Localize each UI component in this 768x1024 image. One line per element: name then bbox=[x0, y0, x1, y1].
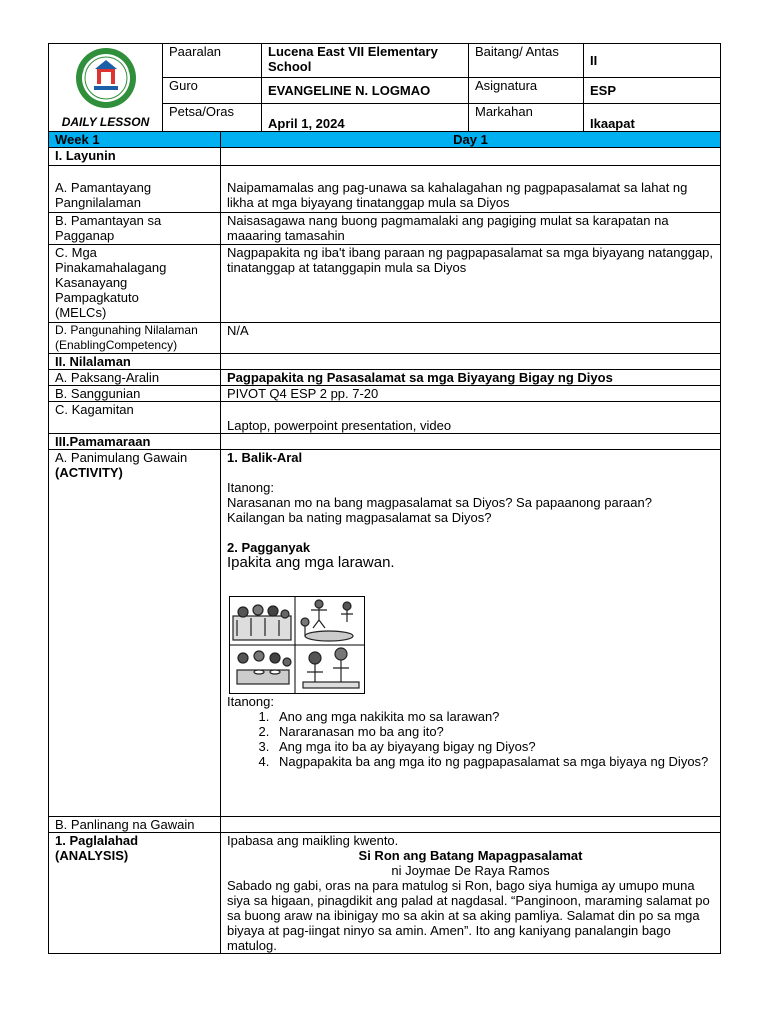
itanong-2: Itanong: bbox=[227, 694, 274, 709]
subject-value: ESP bbox=[584, 78, 721, 104]
day-label: Day 1 bbox=[221, 132, 721, 148]
sanggunian-label: B. Sanggunian bbox=[49, 386, 221, 402]
layunin-heading: I. Layunin bbox=[49, 148, 221, 166]
question-list bbox=[227, 709, 714, 769]
logo-cell bbox=[49, 44, 163, 144]
kagamitan-value: Laptop, powerpoint presentation, video bbox=[221, 402, 721, 434]
paglalahad-content bbox=[221, 833, 721, 954]
enabling-competency-value: N/A bbox=[221, 323, 721, 354]
quarter-label: Markahan bbox=[469, 104, 584, 144]
panlinang-na-gawain-label: B. Panlinang na Gawain bbox=[49, 817, 221, 833]
balik-aral-heading: 1. Balik-Aral bbox=[227, 450, 303, 465]
melcs-label bbox=[49, 245, 221, 323]
story-text: Sabado ng gabi, oras na para matulog si Ron, bago siya humiga ay umupo muna siya sa higaan, pinagdikit ang palad at nagdasal. “Panginoon, maraming salamat po sa buong araw na ibinigay mo sa akin at sa aking pamliya. Salamat din po sa mga biyaya at pag-iingat ninyo sa amin. Amen”. Ito ang kaniyang panalangin bago matulog. bbox=[227, 878, 710, 953]
enabling-competency-label: D. Pangunahing Nilalaman (EnablingCompetency) bbox=[49, 323, 221, 354]
panimulang-gawain-text: A. Panimulang Gawain bbox=[55, 450, 188, 465]
kagamitan-label: C. Kagamitan bbox=[49, 402, 221, 434]
question-1: Narasanan mo na bang magpasalamat sa Diyos? Sa papaanong paraan? bbox=[227, 495, 652, 510]
school-label: Paaralan bbox=[163, 44, 262, 78]
teacher-value: EVANGELINE N. LOGMAO bbox=[262, 78, 469, 104]
paksang-aralin-value: Pagpapakita ng Pasasalamat sa mga Biyayang Bigay ng Diyos bbox=[221, 370, 721, 386]
teacher-label: Guro bbox=[163, 78, 262, 104]
sanggunian-value: PIVOT Q4 ESP 2 pp. 7-20 bbox=[221, 386, 721, 402]
nilalaman-heading: II. Nilalaman bbox=[49, 354, 221, 370]
lesson-table bbox=[48, 131, 721, 954]
paglalahad-text: 1. Paglalahad bbox=[55, 833, 139, 848]
grade-value: II bbox=[584, 44, 721, 78]
pagganyak-heading: 2. Pagganyak bbox=[227, 540, 311, 555]
question-2: Kailangan ba nating magpasalamat sa Diyos? bbox=[227, 510, 492, 525]
subject-label: Asignatura bbox=[469, 78, 584, 104]
story-author: ni Joymae De Raya Ramos bbox=[391, 863, 550, 878]
list-item: 2. Nararanasan mo ba ang ito? bbox=[273, 724, 714, 739]
pamamaraan-heading: III.Pamamaraan bbox=[49, 434, 221, 450]
analysis-tag: (ANALYSIS) bbox=[55, 848, 129, 863]
a-label-text: A. Pamantayang Pangnilalaman bbox=[55, 180, 152, 210]
itanong-1: Itanong: bbox=[227, 480, 274, 495]
school-value: Lucena East VII Elementary School bbox=[262, 44, 469, 78]
melcs-value: Nagpapakita ng iba't ibang paraan ng pagpapasalamat sa mga biyayang natanggap, tinatanggap at tatanggapin mula sa Diyos bbox=[221, 245, 721, 323]
list-item: 4. Nagpapakita ba ang mga ito ng pagpapasalamat sa mga biyaya ng Diyos? bbox=[273, 754, 714, 769]
grade-label: Baitang/ Antas bbox=[469, 44, 584, 78]
ipakita-text: Ipakita ang mga larawan. bbox=[227, 554, 395, 571]
melcs-label-text: C. Mga Pinakamahalagang Kasanayang Pampagkatuto (MELCs) bbox=[55, 245, 167, 320]
list-item: 3. Ang mga ito ba ay biyayang bigay ng Diyos? bbox=[273, 739, 714, 754]
date-label: Petsa/Oras bbox=[163, 104, 262, 144]
pamantayang-pangnilalaman-label bbox=[49, 166, 221, 213]
quarter-value: Ikaapat bbox=[584, 104, 721, 144]
pamantayan-pagganap-label: B. Pamantayan sa Pagganap bbox=[49, 213, 221, 245]
pamantayang-pangnilalaman-value: Naipamamalas ang pag-unawa sa kahalagahan ng pagpapasalamat sa lahat ng likha at mga biyayang tinatanggap mula sa Diyos bbox=[221, 166, 721, 213]
panimulang-gawain-label bbox=[49, 450, 221, 817]
pamantayan-pagganap-value: Naisasagawa nang buong pagmamalaki ang pagiging mulat sa karapatan na maaaring tamasahin bbox=[221, 213, 721, 245]
activity-pictures bbox=[229, 596, 365, 694]
list-item: 1. Ano ang mga nakikita mo sa larawan? bbox=[273, 709, 714, 724]
paglalahad-label bbox=[49, 833, 221, 954]
story-title: Si Ron ang Batang Mapagpasalamat bbox=[358, 848, 583, 863]
school-seal-icon bbox=[74, 46, 138, 110]
plan-title: DAILY LESSON bbox=[61, 115, 150, 129]
activity-tag: (ACTIVITY) bbox=[55, 465, 123, 480]
date-value: April 1, 2024 bbox=[262, 104, 469, 144]
header-table bbox=[48, 43, 721, 144]
paksang-aralin-label: A. Paksang-Aralin bbox=[49, 370, 221, 386]
week-label: Week 1 bbox=[49, 132, 221, 148]
ipabasa-text: Ipabasa ang maikling kwento. bbox=[227, 833, 399, 848]
panimulang-gawain-content bbox=[221, 450, 721, 817]
